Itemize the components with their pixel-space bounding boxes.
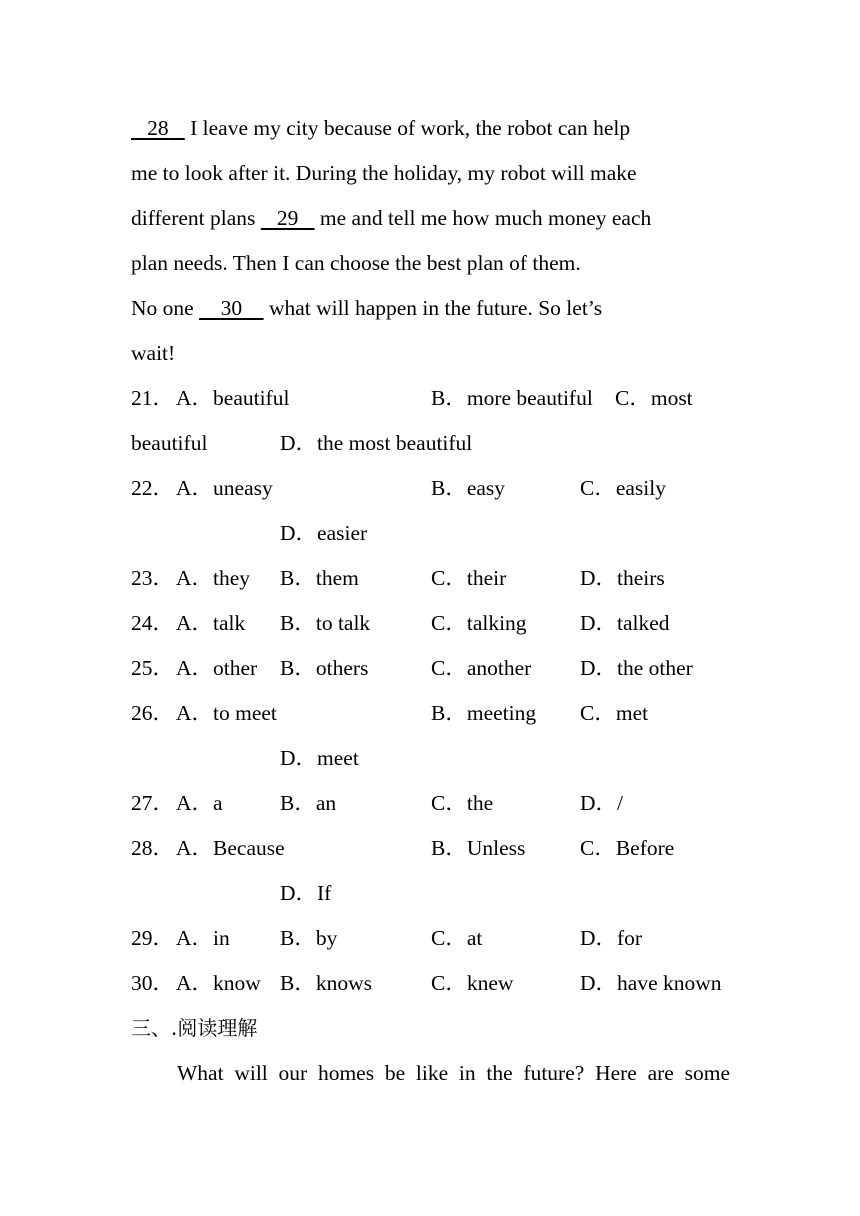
question-number: 29．: [131, 926, 175, 950]
question-number: 25．: [131, 656, 175, 680]
option-b: B．easy: [431, 476, 506, 500]
option-b: B．Unless: [431, 836, 526, 860]
option-c: C．another: [431, 656, 532, 680]
option-d: D．If: [280, 881, 332, 905]
option-d: D．the most beautiful: [280, 431, 473, 455]
blank-29: 29: [276, 206, 299, 230]
question-number: 21．: [131, 386, 175, 410]
option-c: C．Before: [580, 836, 675, 860]
option-a: A．in: [176, 926, 230, 950]
passage-line-4: plan needs. Then I can choose the best plan of them.: [131, 251, 581, 275]
option-a: A．uneasy: [176, 476, 273, 500]
question-number: 23．: [131, 566, 175, 590]
option-c: C．at: [431, 926, 483, 950]
option-c: C．the: [431, 791, 494, 815]
passage-line-1: 28 I leave my city because of work, the robot can help: [131, 115, 630, 141]
option-d: D．for: [580, 926, 643, 950]
option-a: A．know: [176, 971, 261, 995]
option-b: B．more beautiful: [431, 386, 593, 410]
option-b: B．others: [280, 656, 369, 680]
option-d: D．easier: [280, 521, 368, 545]
option-d: D．talked: [580, 611, 670, 635]
option-d: D．have known: [580, 971, 722, 995]
option-d: D．the other: [580, 656, 693, 680]
blank-28: 28: [147, 116, 169, 140]
option-c: C．their: [431, 566, 507, 590]
option-a: A．Because: [176, 836, 285, 860]
option-a: A．talk: [176, 611, 246, 635]
passage-line-3: different plans 29 me and tell me how much money each: [131, 206, 652, 230]
option-b: B．knows: [280, 971, 372, 995]
section-heading: 三、.阅读理解: [131, 1016, 258, 1040]
option-d: D．meet: [280, 746, 359, 770]
question-number: 26．: [131, 701, 175, 725]
option-c: C．easily: [580, 476, 666, 500]
option-b: B．them: [280, 566, 359, 590]
option-b: B．meeting: [431, 701, 537, 725]
question-number: 27．: [131, 791, 175, 815]
option-c: C．talking: [431, 611, 527, 635]
option-c: C．met: [580, 701, 649, 725]
question-number: 24．: [131, 611, 175, 635]
option-a: A．they: [176, 566, 251, 590]
option-c-continued: beautiful: [131, 431, 208, 455]
option-a: A．beautiful: [176, 386, 290, 410]
passage-line-5: No one 30 what will happen in the future. So let’s: [131, 296, 603, 320]
option-c: C．knew: [431, 971, 514, 995]
option-d: D．theirs: [580, 566, 665, 590]
passage-line-2: me to look after it. During the holiday, my robot will make: [131, 161, 637, 185]
option-d: D．/: [580, 791, 624, 815]
option-b: B．to talk: [280, 611, 371, 635]
option-a: A．other: [176, 656, 258, 680]
option-a: A．a: [176, 791, 223, 815]
question-number: 22．: [131, 476, 175, 500]
section-intro: What will our homes be like in the future? Here are some: [177, 1061, 730, 1085]
option-b: B．by: [280, 926, 338, 950]
question-number: 28．: [131, 836, 175, 860]
passage-line-6: wait!: [131, 341, 176, 365]
blank-30: 30: [220, 296, 243, 320]
option-c: C．most: [615, 386, 693, 410]
question-number: 30．: [131, 971, 175, 995]
option-b: B．an: [280, 791, 337, 815]
option-a: A．to meet: [176, 701, 277, 725]
